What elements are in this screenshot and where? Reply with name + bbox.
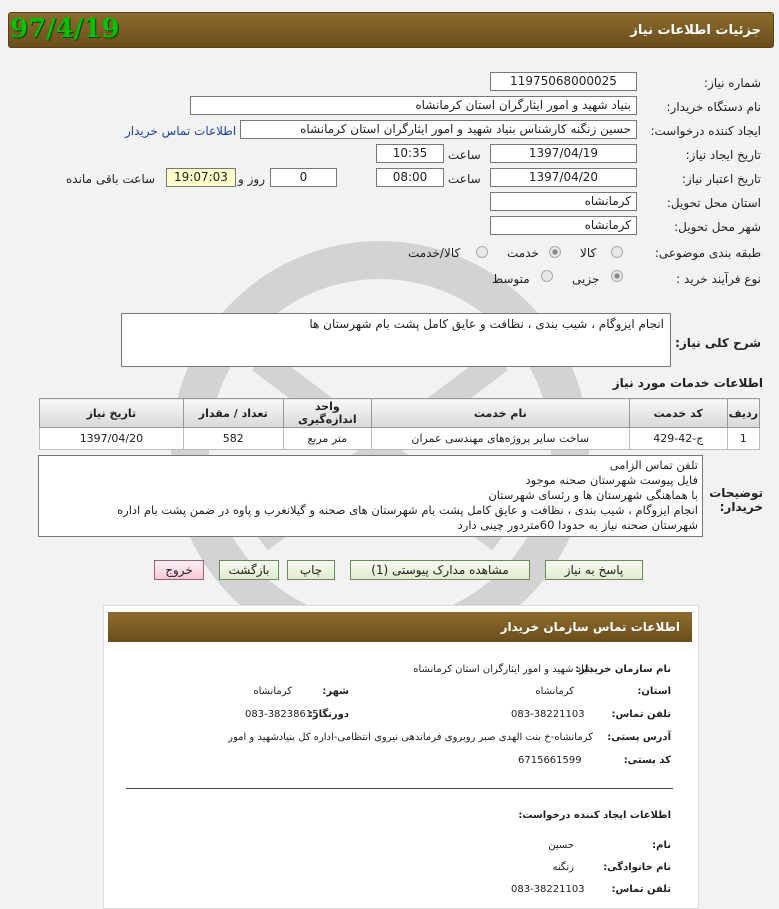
contact-card-header [108,612,692,642]
category-both-radio[interactable] [476,246,488,258]
created-date-field[interactable]: 1397/04/19 [490,144,637,163]
city-card-value: کرمانشاه [253,686,292,697]
phone-label: تلفن تماس: [611,709,671,720]
col-qty: تعداد / مقدار [183,399,283,428]
buyer-notes-label: توضیحات خریدار: [709,486,763,514]
notes-line: تلفن تماس الزامی [609,458,698,472]
phone-value: 083-38221103 [511,709,585,720]
province-field[interactable]: کرمانشاه [490,192,637,211]
city-card-label: شهر: [322,686,349,697]
province-card-label: استان: [637,686,671,697]
address-value: کرمانشاه-خ بنت الهدی صبر روبروی فرماندهی نیروی انتظامی-اداره کل بنیادشهید و امور [228,732,593,743]
need-number-label: شماره نیاز: [704,76,761,90]
category-goods-label: کالا [580,246,597,260]
first-name-label: نام: [652,840,671,851]
notes-line: فایل پیوست شهرستان صحنه موجود [525,473,698,487]
org-value: بنیاد شهید و امور ایثارگران استان کرمانشاه [413,664,593,675]
table-row[interactable] [40,428,760,450]
city-label: شهر محل تحویل: [674,220,761,234]
postal-value: 6715661599 [518,755,582,766]
category-both-label: کالا/خدمت [408,246,461,260]
buyer-org-label: نام دستگاه خریدار: [666,100,761,114]
services-table [39,398,760,450]
watermark-logo [60,240,700,660]
postal-label: کد پستی: [623,755,671,766]
cell-qty: 582 [183,428,283,450]
col-row: ردیف [727,399,759,428]
page-header [8,12,774,48]
validity-time-label: ساعت [448,172,481,186]
card-divider [126,788,673,789]
validity-time-field[interactable]: 08:00 [376,168,444,187]
col-unit: واحد اندازه‌گیری [283,399,371,428]
fax-label: دورنگار: [308,709,349,720]
category-goods-radio[interactable] [611,246,623,258]
category-service-label: خدمت [507,246,539,260]
col-date: تاریخ نیاز [40,399,184,428]
process-medium-radio[interactable] [541,270,553,282]
cell-code: ج-42-429 [629,428,727,450]
fax-value: 083-38238615 [245,709,319,720]
cell-unit: متر مربع [283,428,371,450]
province-card-value: کرمانشاه [535,686,574,697]
created-time-field[interactable]: 10:35 [376,144,444,163]
col-code: کد خدمت [629,399,727,428]
first-name-value: حسین [548,840,574,851]
remaining-time-field: 19:07:03 [166,168,236,187]
back-button[interactable]: بازگشت [219,560,279,580]
need-number-field[interactable]: 11975068000025 [490,72,637,91]
last-name-value: زنگنه [552,862,574,873]
remaining-days-label: روز و [238,172,265,186]
validity-date-field[interactable]: 1397/04/20 [490,168,637,187]
col-name: نام خدمت [371,399,629,428]
buyer-org-field[interactable]: بنیاد شهید و امور ایثارگران استان کرمانشاه [190,96,637,115]
reply-button[interactable]: پاسخ به نیاز [545,560,643,580]
page-title: جزئیات اطلاعات نیاز [630,23,761,38]
cell-row: 1 [727,428,759,450]
process-label: نوع فرآیند خرید : [676,272,761,286]
description-textarea[interactable]: انجام ایزوگام ، شیب بندی ، نظافت و عایق کامل پشت بام شهرستان ها [121,313,671,367]
cell-date: 1397/04/20 [40,428,184,450]
org-label: نام سازمان خریدار: [575,664,671,675]
process-minor-label: جزیی [572,272,600,286]
contact-card-title: اطلاعات تماس سازمان خریدار [500,620,680,634]
date-stamp: 97/4/19 [10,14,120,44]
created-time-label: ساعت [448,148,481,162]
description-label: شرح کلی نیاز: [675,336,761,350]
print-button[interactable]: چاپ [287,560,335,580]
category-service-radio[interactable] [549,246,561,258]
validity-date-label: تاریخ اعتبار نیاز: [681,172,761,186]
address-label: آدرس پستی: [607,732,671,743]
buyer-notes-textarea[interactable] [38,455,703,537]
remaining-days-field[interactable]: 0 [270,168,337,187]
remaining-time-label: ساعت باقی مانده [66,172,156,186]
process-medium-label: متوسط [492,272,530,286]
province-label: استان محل تحویل: [666,196,761,210]
process-minor-radio[interactable] [611,270,623,282]
cell-name: ساخت سایر پروژه‌های مهندسی عمران [371,428,629,450]
creator-phone-value: 083-38221103 [511,884,585,895]
buyer-contact-link[interactable]: اطلاعات تماس خریدار [125,124,237,138]
last-name-label: نام خانوادگی: [603,862,671,873]
exit-button[interactable]: خروج [154,560,204,580]
category-label: طبقه بندی موضوعی: [654,246,761,260]
requester-field[interactable]: حسین زنگنه کارشناس بنیاد شهید و امور ایثارگران استان کرمانشاه [240,120,637,139]
services-header-row [40,399,760,428]
requester-label: ایجاد کننده درخواست: [650,124,761,138]
notes-line: انجام ایزوگام ، شیب بندی ، نظافت و عایق کامل پشت بام شهرستان های صحنه و گیلانغرب و پاوه در ضمن پشت بام اداره [117,503,698,517]
creator-phone-label: تلفن تماس: [611,884,671,895]
services-title: اطلاعات خدمات مورد نیاز [612,376,763,390]
notes-line: با هماهنگی شهرستان ها و رئسای شهرستان [488,488,698,502]
notes-line: شهرستان صحنه نیاز به حدودا 60متردور چینی دارد [457,518,698,532]
attachments-button[interactable]: مشاهده مدارک پیوستی (1) [350,560,530,580]
created-date-label: تاریخ ایجاد نیاز: [685,148,761,162]
creator-title: اطلاعات ایجاد کننده درخواست: [518,810,671,821]
city-field[interactable]: کرمانشاه [490,216,637,235]
